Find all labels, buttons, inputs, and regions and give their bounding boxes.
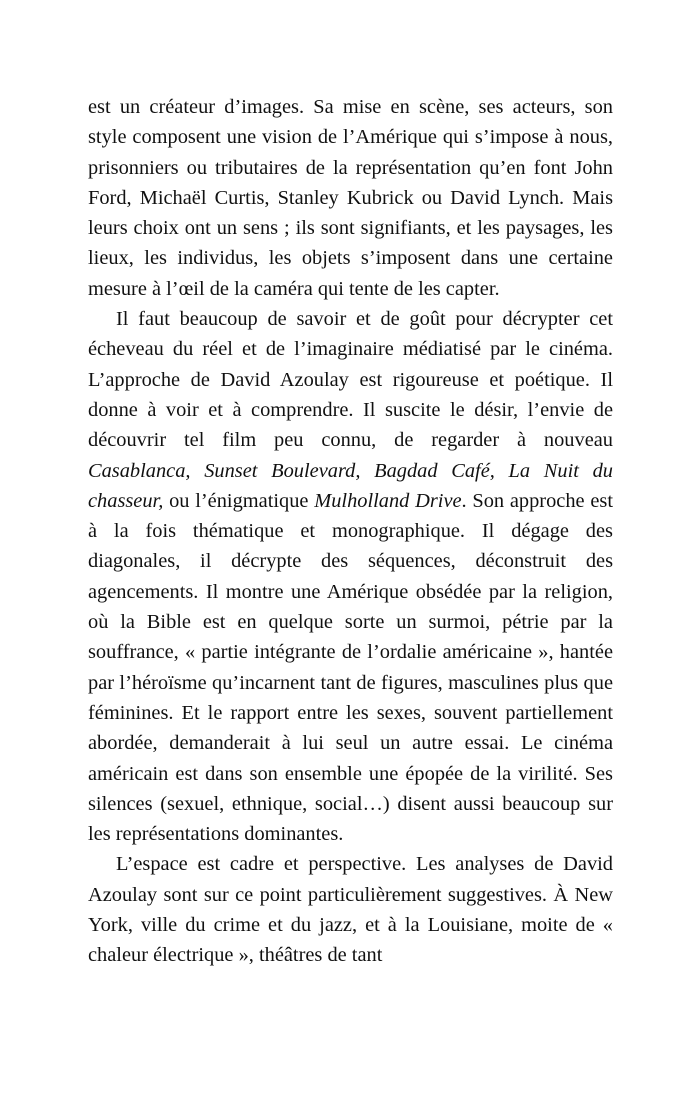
paragraph-2 [88, 304, 613, 849]
paragraph-text: L’espace est cadre et perspective. Les analyses de David Azoulay sont sur ce point particulièrement suggestives. À New York, ville du crime et du jazz, et à la Louisiane, moite de « chaleur électrique », théâtres de tant [88, 853, 613, 967]
body-text [88, 92, 613, 971]
paragraph-text: . Son approche est à la fois thématique et monographique. Il dégage des diagonales, il décrypte des séquences, déconstruit des agencements. Il montre une Amérique obsédée par la religion, où la Bible est en quelque sorte un surmoi, pétrie par la souffrance, « partie intégrante de l’ordalie américaine », hantée par l’héroïsme qu’incarnent tant de figures, masculines plus que féminines. Et le rapport entre les sexes, souvent partiellement abordée, demanderait à lui seul un autre essai. Le cinéma américain est dans son ensemble une épopée de la virilité. Ses silences (sexuel, ethnique, social…) disent aussi beaucoup sur les représentations dominantes. [88, 489, 613, 846]
film-title-italic: Mulholland Drive [314, 489, 462, 512]
film-titles-italic: Casablanca, Sunset Boulevard, Bagdad Café, La Nuit du chasseur, [88, 459, 613, 512]
paragraph-text: Il faut beaucoup de savoir et de goût pour décrypter cet écheveau du réel et de l’imaginaire médiatisé par le cinéma. L’approche de David Azoulay est rigoureuse et poétique. Il donne à voir et à comprendre. Il suscite le désir, l’envie de découvrir tel film peu connu, de regarder à nouveau [88, 308, 613, 452]
paragraph-3 [88, 849, 613, 970]
paragraph-1 [88, 92, 613, 304]
paragraph-text: ou l’énigmatique [163, 489, 315, 512]
paragraph-text: est un créateur d’images. Sa mise en scène, ses acteurs, son style composent une vision de l’Amérique qui s’impose à nous, prisonniers ou tributaires de la représentation qu’en font John Ford, Michaël Curtis, Stanley Kubrick ou David Lynch. Mais leurs choix ont un sens ; ils sont signifiants, et les paysages, les lieux, les individus, les objets s’imposent dans une certaine mesure à l’œil de la caméra qui tente de les capter. [88, 96, 613, 300]
